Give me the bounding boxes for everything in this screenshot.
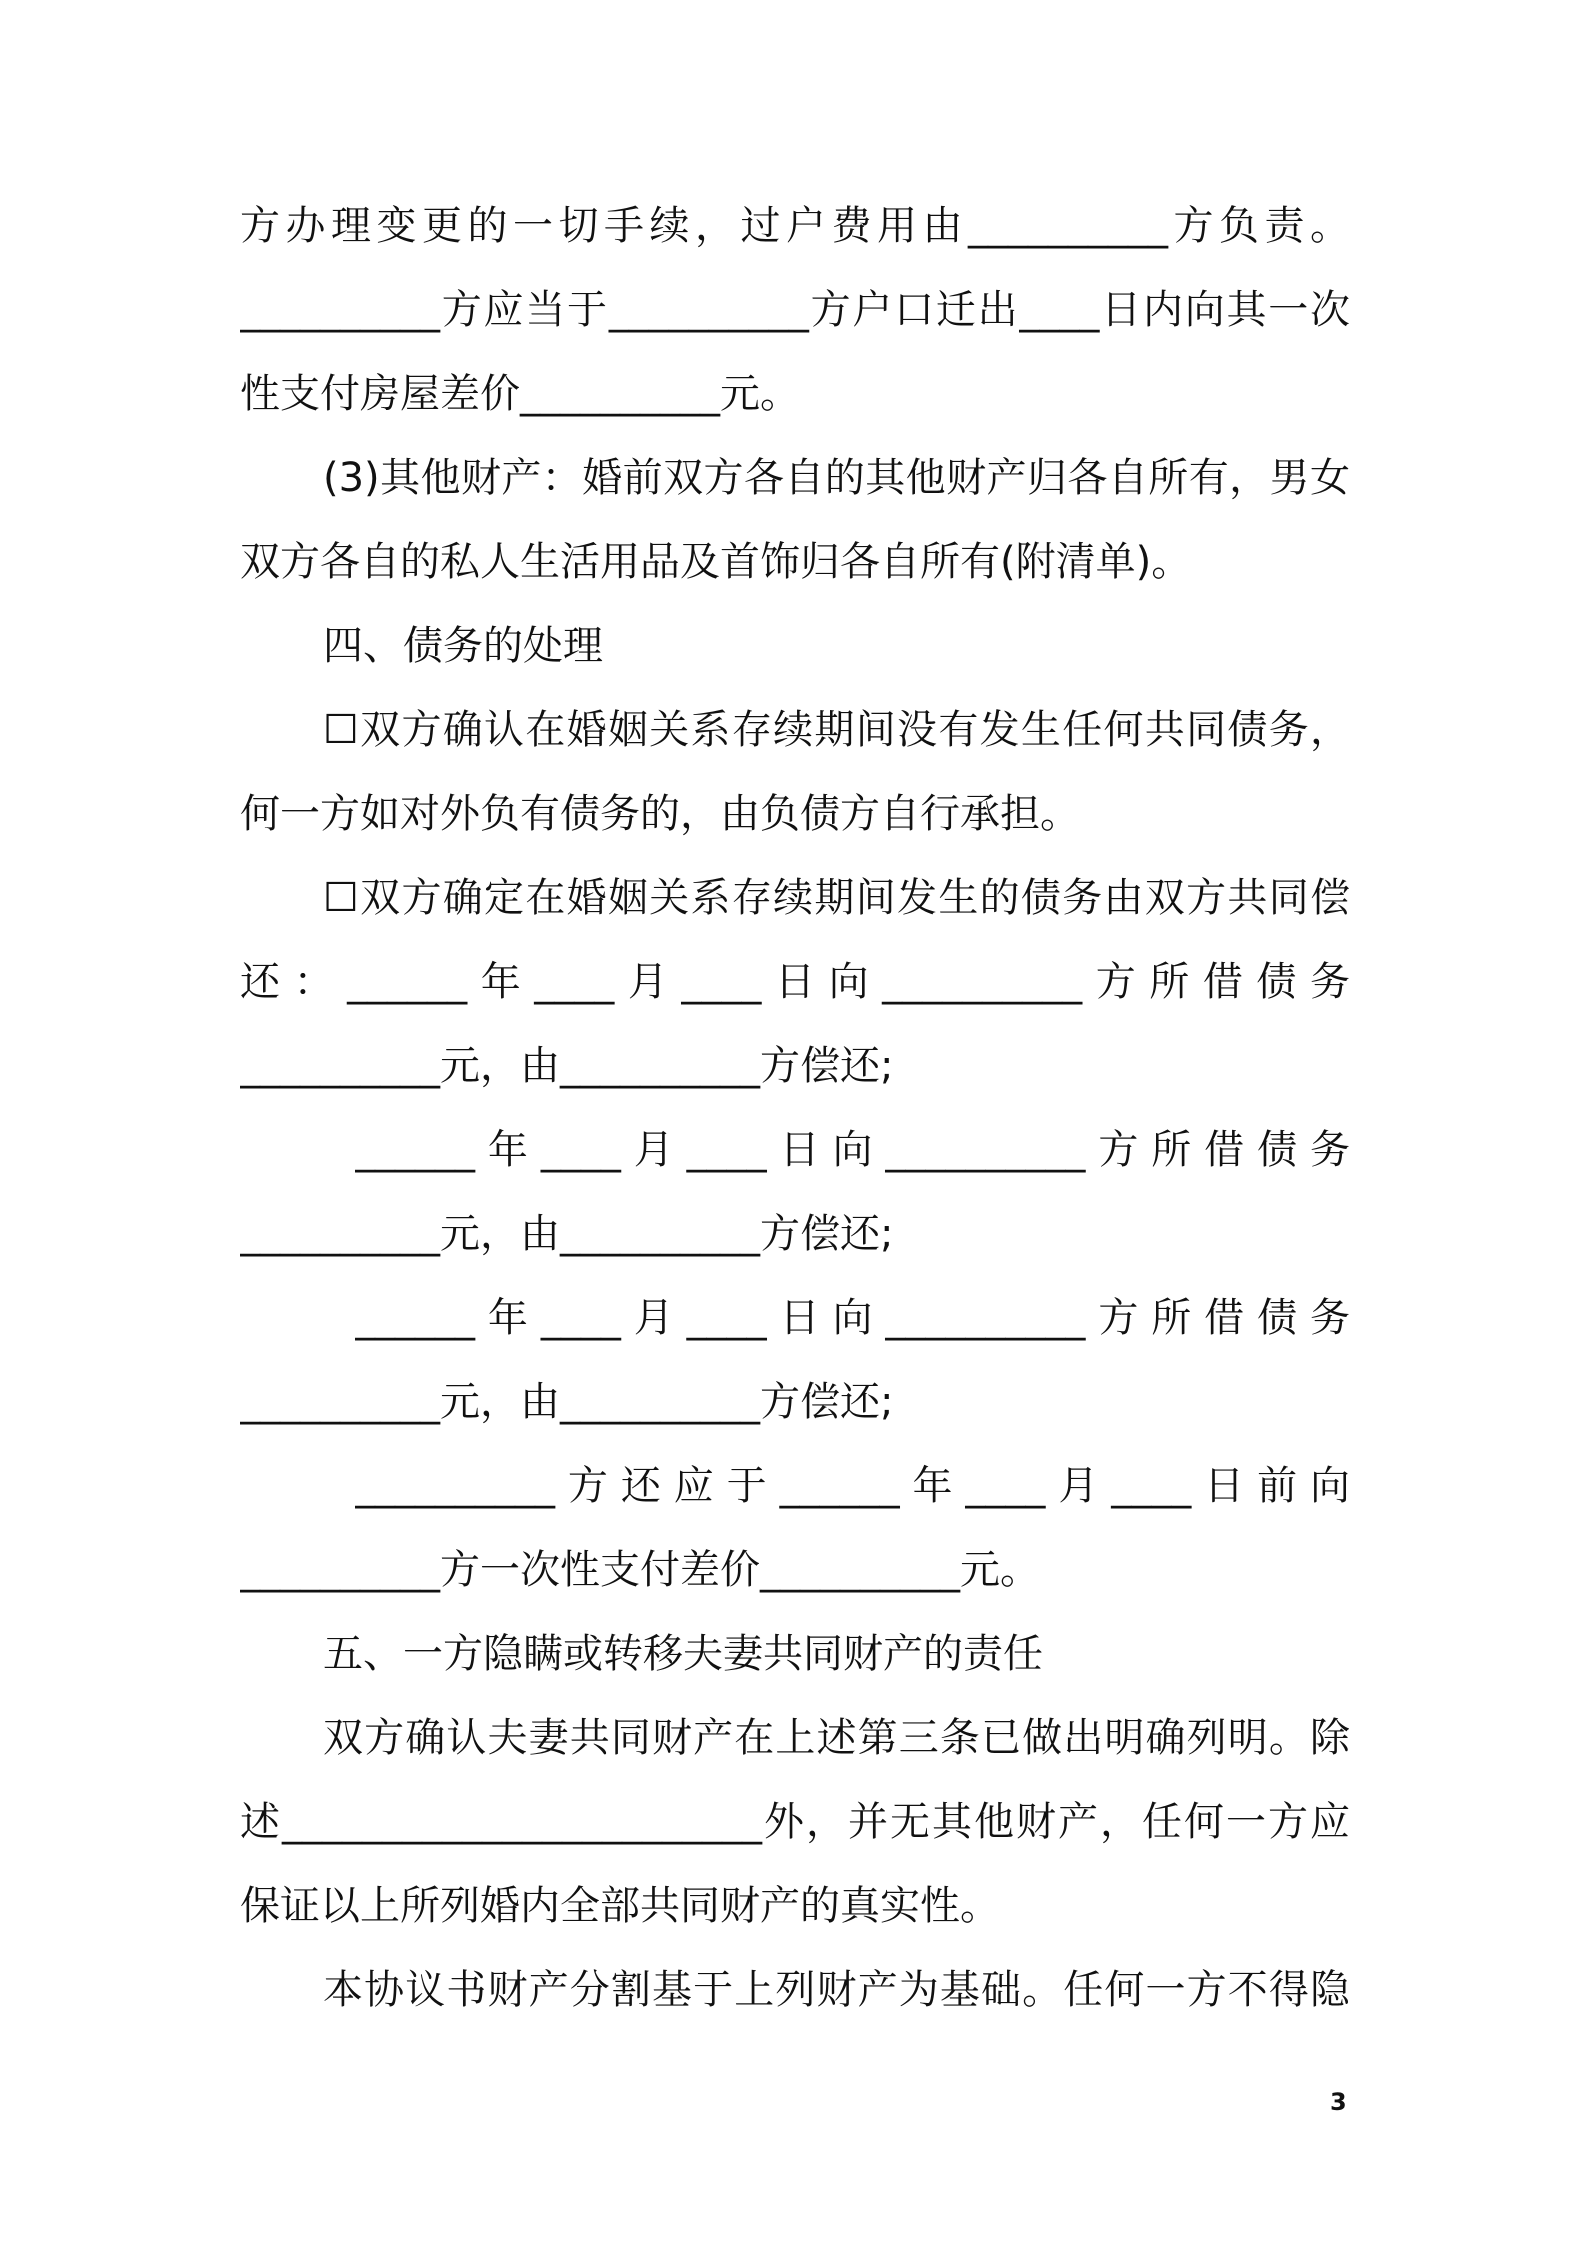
- checkbox-option: ☐双方确定在婚姻关系存续期间发生的债务由双方共同偿: [323, 875, 1350, 921]
- text-line: ______年____月____日向__________方所借债务: [355, 1127, 1350, 1173]
- section-heading: 五、一方隐瞒或转移夫妻共同财产的责任: [323, 1631, 1043, 1677]
- text-line: 双方确认夫妻共同财产在上述第三条已做出明确列明。除: [323, 1715, 1350, 1761]
- text-line: ______年____月____日向__________方所借债务: [355, 1295, 1350, 1341]
- page-number: 3: [1330, 2088, 1347, 2116]
- text-line: __________元，由__________方偿还;: [240, 1043, 894, 1089]
- text-line: 性支付房屋差价__________元。: [240, 371, 800, 417]
- text-line: 述________________________外，并无其他财产，任何一方应: [240, 1799, 1350, 1845]
- text-line: __________方一次性支付差价__________元。: [240, 1547, 1040, 1593]
- text-line: (3)其他财产：婚前双方各自的其他财产归各自所有，男女: [323, 455, 1350, 501]
- text-line: __________方还应于______年____月____日前向: [355, 1463, 1350, 1509]
- text-line: 保证以上所列婚内全部共同财产的真实性。: [240, 1883, 1000, 1929]
- section-heading: 四、债务的处理: [323, 623, 603, 669]
- text-line: 本协议书财产分割基于上列财产为基础。任何一方不得隐: [323, 1967, 1350, 2013]
- text-line: 还：______年____月____日向__________方所借债务: [240, 959, 1350, 1005]
- text-line: 方办理变更的一切手续，过户费用由__________方负责。: [240, 203, 1350, 249]
- text-line: __________方应当于__________方户口迁出____日内向其一次: [240, 287, 1350, 333]
- text-line: 双方各自的私人生活用品及首饰归各自所有(附清单)。: [240, 539, 1192, 585]
- checkbox-option: ☐双方确认在婚姻关系存续期间没有发生任何共同债务，: [323, 707, 1350, 753]
- text-line: __________元，由__________方偿还;: [240, 1211, 894, 1257]
- text-line: __________元，由__________方偿还;: [240, 1379, 894, 1425]
- text-line: 何一方如对外负有债务的，由负债方自行承担。: [240, 791, 1080, 837]
